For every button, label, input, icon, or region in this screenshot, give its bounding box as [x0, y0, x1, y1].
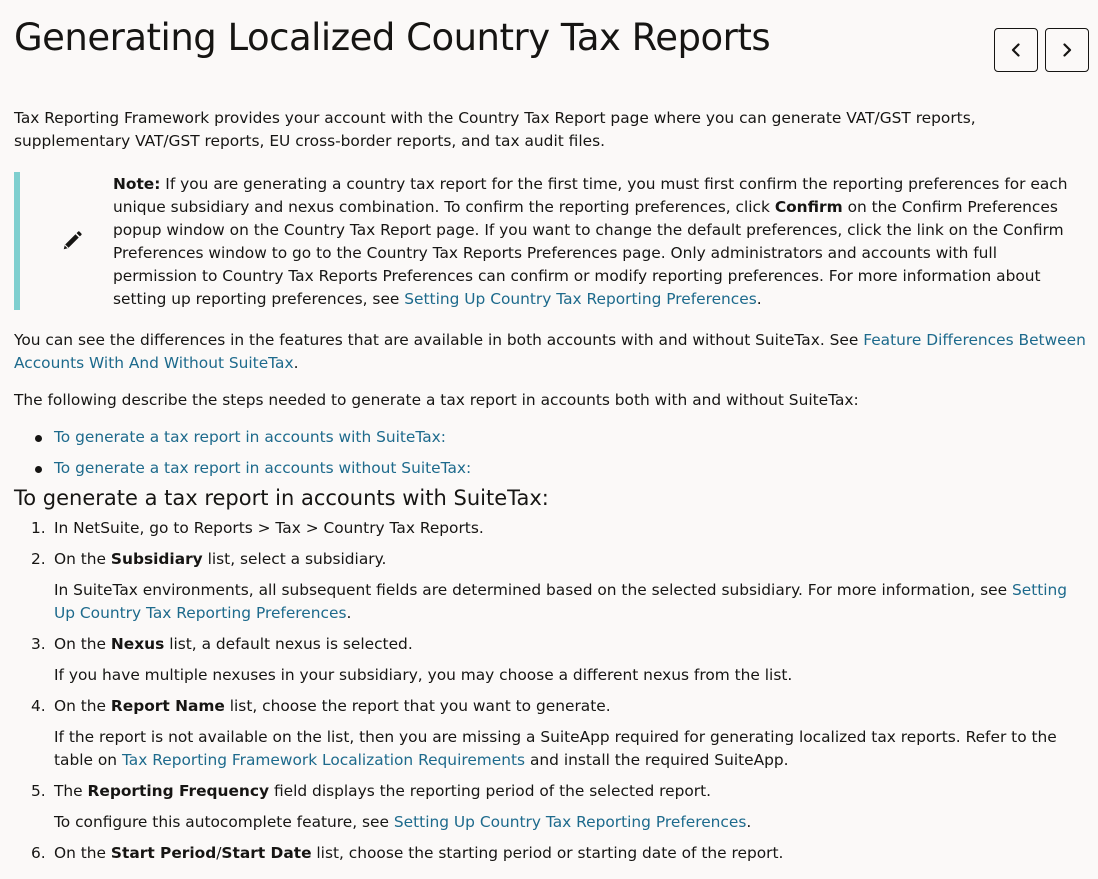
- chevron-left-icon: [1009, 43, 1023, 57]
- pencil-icon: [61, 230, 83, 252]
- toc-list: [14, 426, 1086, 480]
- step-item: 3. On the Nexus list, a default nexus is selected. If you have multiple nexuses in your subsidiary, you may choose a different nexus from the list.: [14, 633, 1086, 687]
- step-number: 3.: [31, 635, 46, 653]
- step-item: 4. On the Report Name list, choose the report that you want to generate. If the report is not available on the list, then you are missing a SuiteApp required for generating localized tax reports. Refer to the table on Tax Reporting Framework Localization Requirements and install the required SuiteApp.: [14, 695, 1086, 772]
- page-title: Generating Localized Country Tax Reports: [14, 16, 771, 59]
- step-item: 2. On the Subsidiary list, select a subsidiary. In SuiteTax environments, all subsequent fields are determined based on the selected subsidiary. For more information, see Setting Up Country Tax Reporting Preferences.: [14, 548, 1086, 625]
- step-number: 5.: [31, 782, 46, 800]
- step-number: 4.: [31, 697, 46, 715]
- step-detail: If the report is not available on the list, then you are missing a SuiteApp required for generating localized tax reports. Refer to the table on Tax Reporting Framework Localization Requirements and install the required SuiteApp.: [54, 728, 1057, 769]
- step-number: 1.: [31, 519, 46, 537]
- step-detail: If you have multiple nexuses in your subsidiary, you may choose a different nexus from the list.: [54, 666, 793, 684]
- next-page-button[interactable]: [1045, 28, 1089, 72]
- article-body: [14, 107, 1086, 873]
- note-label: Note:: [113, 175, 161, 193]
- confirm-term: Confirm: [774, 198, 843, 216]
- steps-intro-paragraph: The following describe the steps needed to generate a tax report in accounts both with and without SuiteTax:: [14, 391, 859, 409]
- toc-link-with-suitetax[interactable]: To generate a tax report in accounts with SuiteTax:: [54, 428, 446, 446]
- note-text: Note: If you are generating a country tax report for the first time, you must first confirm the reporting preferences for each unique subsidiary and nexus combination. To confirm the reporting preferences, click Confirm on the Confirm Preferences popup window on the Country Tax Report page. If you want to change the default preferences, click the link on the Confirm Preferences window to go to the Country Tax Reports Preferences page. Only administrators and accounts with full permission to Country Tax Reports Preferences can confirm or modify reporting preferences. For more information about setting up reporting preferences, see Setting Up Country Tax Reporting Preferences.: [113, 175, 1068, 308]
- list-item: [14, 457, 1086, 480]
- section-heading: To generate a tax report in accounts with SuiteTax:: [14, 486, 549, 510]
- step-item: 5. The Reporting Frequency field displays the reporting period of the selected report. To configure this autocomplete feature, see Setting Up Country Tax Reporting Preferences.: [14, 780, 1086, 834]
- page-navigation: [994, 28, 1089, 72]
- step-item: 1. In NetSuite, go to Reports > Tax > Country Tax Reports.: [14, 517, 1086, 540]
- toc-link-without-suitetax[interactable]: To generate a tax report in accounts without SuiteTax:: [54, 459, 472, 477]
- setting-up-preferences-link[interactable]: Setting Up Country Tax Reporting Preferences: [54, 581, 1068, 622]
- chevron-right-icon: [1060, 43, 1074, 57]
- feature-differences-link[interactable]: Feature Differences Between Accounts With And Without SuiteTax: [14, 331, 1086, 372]
- step-item: 6. On the Start Period/Start Date list, choose the starting period or starting date of the report.: [14, 842, 1086, 865]
- list-item: [14, 426, 1086, 449]
- steps-list: [14, 517, 1086, 865]
- previous-page-button[interactable]: [994, 28, 1038, 72]
- setting-up-preferences-link[interactable]: Setting Up Country Tax Reporting Preferences: [393, 813, 747, 831]
- step-detail: In SuiteTax environments, all subsequent fields are determined based on the selected subsidiary. For more information, see Setting Up Country Tax Reporting Preferences.: [54, 581, 1068, 622]
- localization-requirements-link[interactable]: Tax Reporting Framework Localization Requirements: [121, 751, 526, 769]
- step-number: 6.: [31, 844, 46, 862]
- intro-paragraph: Tax Reporting Framework provides your account with the Country Tax Report page where you can generate VAT/GST reports, supplementary VAT/GST reports, EU cross-border reports, and tax audit files.: [14, 109, 976, 150]
- step-detail: To configure this autocomplete feature, see Setting Up Country Tax Reporting Preferences.: [54, 813, 752, 831]
- feature-differences-paragraph: You can see the differences in the features that are available in both accounts with and without SuiteTax. See Feature Differences Between Accounts With And Without SuiteTax.: [14, 331, 1086, 372]
- step-number: 2.: [31, 550, 46, 568]
- setting-up-preferences-link[interactable]: Setting Up Country Tax Reporting Preferences: [404, 290, 757, 308]
- note-callout: [14, 172, 1086, 310]
